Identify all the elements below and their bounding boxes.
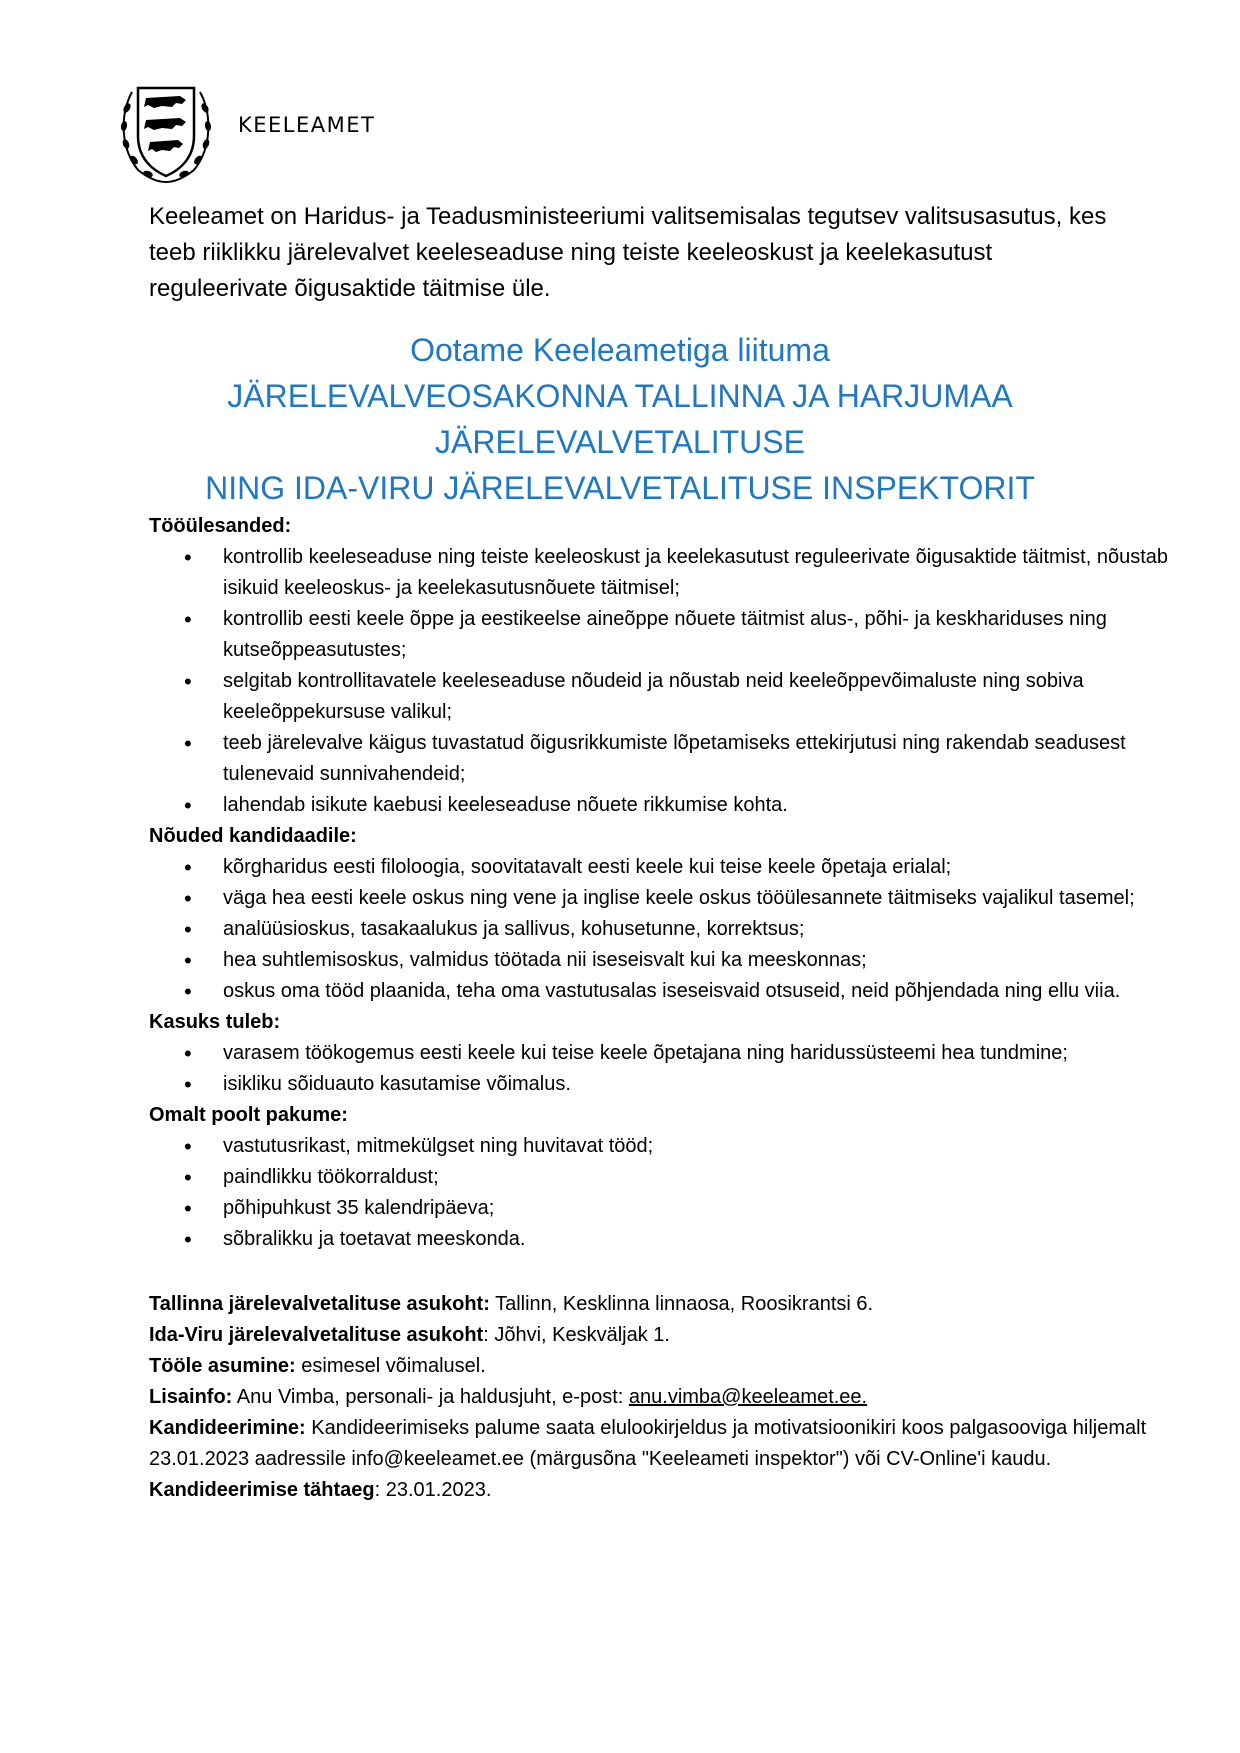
advantages-heading: Kasuks tuleb: [149,1011,281,1033]
deadline-label: Kandideerimise tähtaeg [149,1479,375,1501]
list-item: • lahendab isikute kaebusi keeleseaduse nõuete rikkumise kohta. [223,790,1179,821]
estonian-coat-of-arms-icon [118,78,214,184]
headline-line-1: Ootame Keeleametiga liituma [410,332,830,368]
idaviru-location-value: : Jõhvi, Keskväljak 1. [483,1324,670,1346]
tallinn-location-label: Tallinna järelevalvetalituse asukoht: [149,1293,490,1315]
list-item: • hea suhtlemisoskus, valmidus töötada nii iseseisvalt kui ka meeskonnas; [223,945,1179,976]
tasks-list [149,542,1179,821]
tasks-heading: Tööülesanded: [149,515,292,537]
additional-info-value: Anu Vimba, personali- ja haldusjuht, e-post: [232,1386,629,1408]
additional-info-label: Lisainfo: [149,1386,233,1408]
application-deadline [149,1475,1179,1506]
list-item: • varasem töökogemus eesti keele kui teise keele õpetajana ning haridussüsteemi hea tundmine; [223,1038,1179,1069]
start-date-label: Tööle asumine: [149,1355,296,1377]
list-item: • kontrollib eesti keele õppe ja eestikeelse aineõppe nõuete täitmist alus-, põhi- ja keskhariduses ning kutseõppeasutustes; [223,604,1179,666]
tallinn-location [149,1289,1179,1320]
list-item: • teeb järelevalve käigus tuvastatud õigusrikkumiste lõpetamiseks ettekirjutusi ning rakendab seadusest tulenevaid sunnivahendeid; [223,728,1179,790]
list-item: • väga hea eesti keele oskus ning vene ja inglise keele oskus tööülesannete täitmiseks vajalikul tasemel; [223,883,1179,914]
org-name: KEELEAMET [238,113,376,137]
application-info [149,1413,1179,1475]
list-item: • kontrollib keeleseaduse ning teiste keeleoskust ja keelekasutust reguleerivate õigusaktide täitmist, nõustab isikuid keeleoskus- ja keelekasutusnõuete täitmisel; [223,542,1179,604]
offer-list [149,1131,1179,1255]
list-item: • kõrgharidus eesti filoloogia, soovitatavalt eesti keele kui teise keele õpetaja erialal; [223,852,1179,883]
idaviru-location-label: Ida-Viru järelevalvetalituse asukoht [149,1324,484,1346]
requirements-heading: Nõuded kandidaadile: [149,825,357,847]
start-date [149,1351,1179,1382]
headline-line-3: JÄRELEVALVETALITUSE [435,424,805,460]
list-item: • isikliku sõiduauto kasutamise võimalus. [223,1069,1179,1100]
list-item: • selgitab kontrollitavatele keeleseaduse nõudeid ja nõustab neid keeleõppevõimaluste ning sobiva keeleõppekursuse valikul; [223,666,1179,728]
headline-line-2: JÄRELEVALVEOSAKONNA TALLINNA JA HARJUMAA [227,378,1013,414]
tallinn-location-value: Tallinn, Kesklinna linnaosa, Roosikrantsi 6. [489,1293,874,1315]
list-item: • põhipuhkust 35 kalendripäeva; [223,1193,1179,1224]
additional-info [149,1382,1179,1413]
list-item: • analüüsioskus, tasakaalukus ja sallivus, kohusetunne, korrektsus; [223,914,1179,945]
list-item: • sõbralikku ja toetavat meeskonda. [223,1224,1179,1255]
idaviru-location [149,1320,1179,1351]
list-item: • paindlikku töökorraldust; [223,1162,1179,1193]
job-content [149,511,1179,1506]
headline-line-4: NING IDA-VIRU JÄRELEVALVETALITUSE INSPEKTORIT [205,470,1035,506]
list-item: • oskus oma tööd plaanida, teha oma vastutusalas iseseisvaid otsuseid, neid põhjendada ning ellu viia. [223,976,1179,1007]
deadline-value: : 23.01.2023. [374,1479,492,1501]
list-item: • vastutusrikast, mitmekülgset ning huvitavat tööd; [223,1131,1179,1162]
advantages-list [149,1038,1179,1100]
contact-email-link[interactable]: anu.vimba@keeleamet.ee. [628,1386,868,1408]
intro-paragraph: Keeleamet on Haridus- ja Teadusministeeriumi valitsemisalas tegutsev valitsusasutus, kes teeb riiklikku järelevalvet keeleseaduse ning teiste keeleoskust ja keelekasutust reguleerivate õigusaktide täitmise üle. [149,203,1107,302]
application-label: Kandideerimine: [149,1417,306,1439]
start-date-value: esimesel võimalusel. [295,1355,486,1377]
offer-heading: Omalt poolt pakume: [149,1104,348,1126]
job-headline [120,327,1120,511]
requirements-list [149,852,1179,1007]
application-value: Kandideerimiseks palume saata elulookirjeldus ja motivatsioonikiri koos palgasooviga hiljemalt 23.01.2023 aadressile info@keeleamet.ee (märgusõna "Keeleameti inspektor") või CV-Online'i kaudu. [149,1417,1147,1470]
spacer [149,1255,1179,1289]
